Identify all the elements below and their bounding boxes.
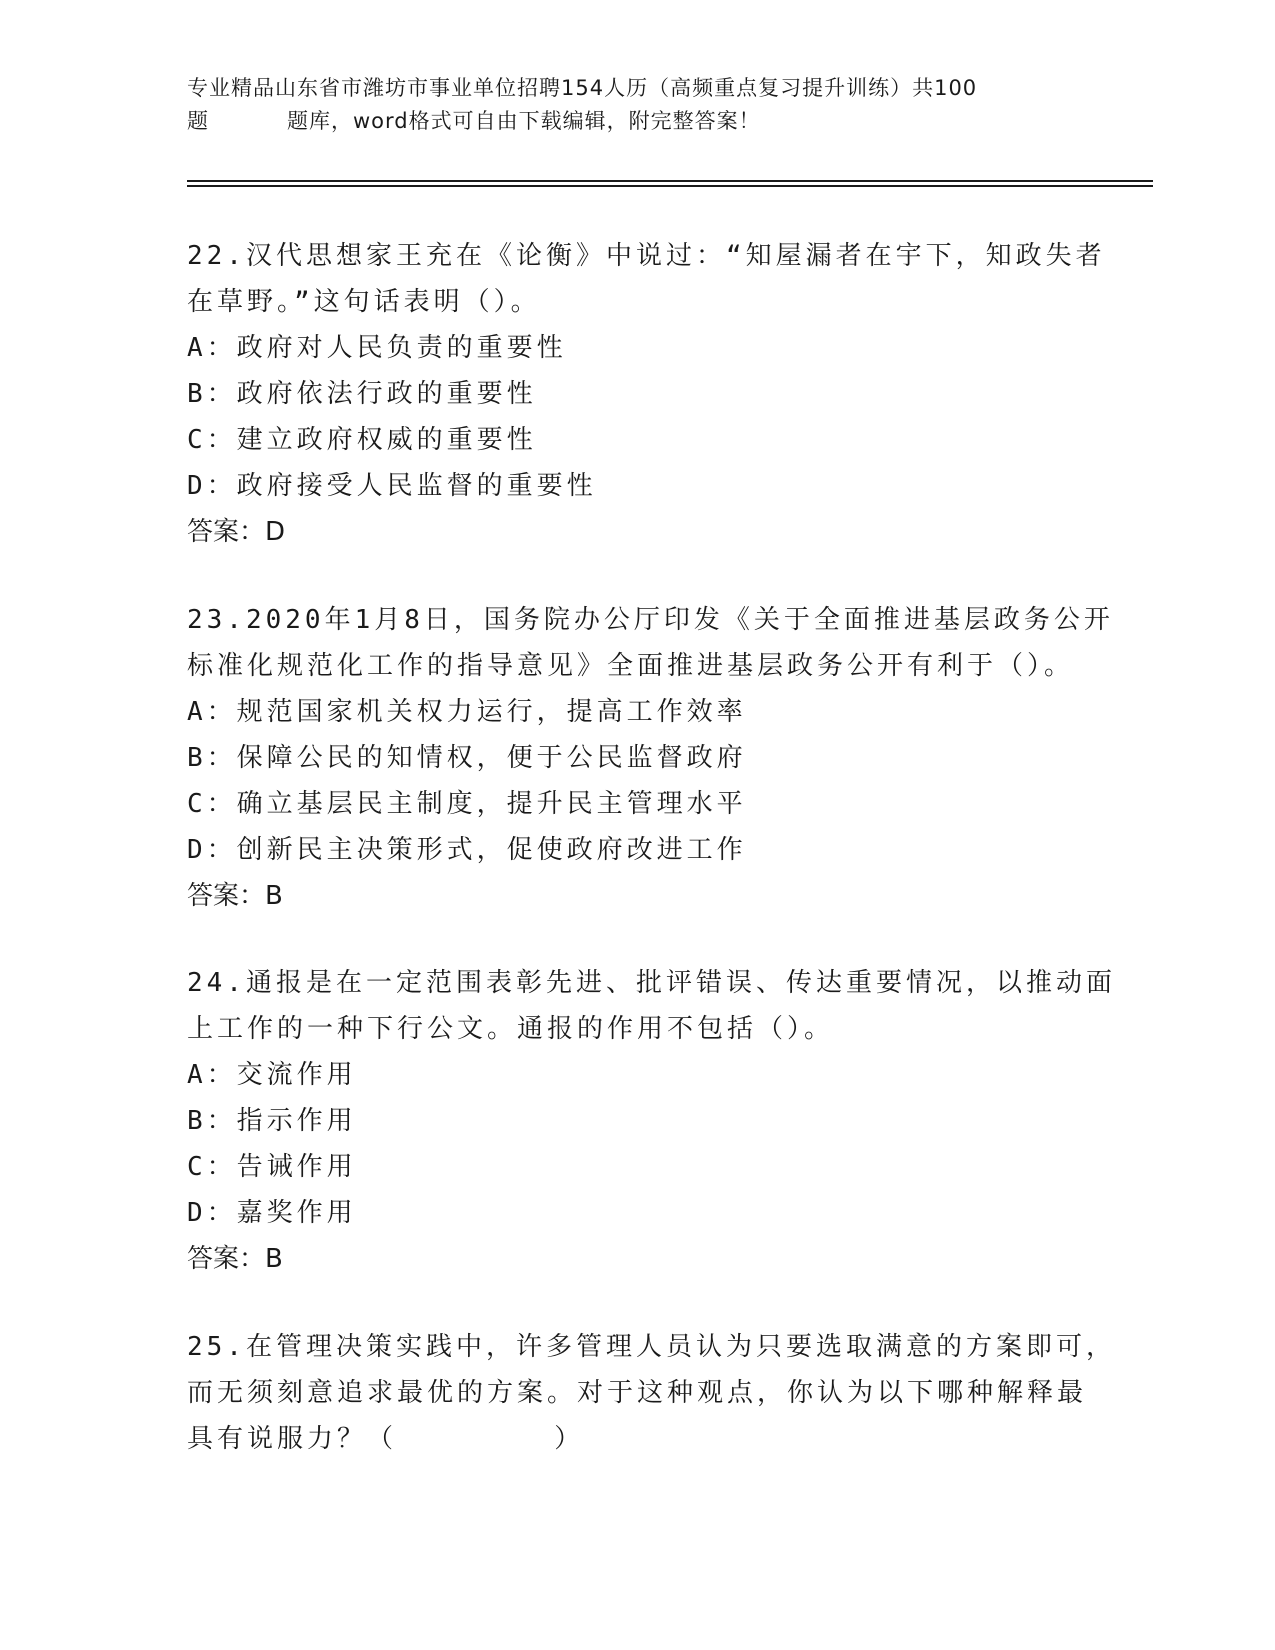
question-stem-line: 而无须刻意追求最优的方案。对于这种观点，你认为以下哪种解释最 <box>187 1378 1088 1408</box>
question-stem-line: 标准化规范化工作的指导意见》全面推进基层政务公开有利于（）。 <box>187 651 1075 681</box>
header-line-2 <box>187 105 1087 138</box>
answer: 答案：B <box>187 881 283 911</box>
answer: 答案：B <box>187 1244 283 1274</box>
question-stem-line: 在草野。”这句话表明（）。 <box>187 287 541 317</box>
option-c: C：确立基层民主制度，提升民主管理水平 <box>187 789 747 819</box>
option-a: A：交流作用 <box>187 1060 357 1090</box>
question-stem-line: 22.汉代思想家王充在《论衡》中说过：“知屋漏者在宇下，知政失者 <box>187 241 1106 271</box>
header-line-1: 专业精品山东省市潍坊市事业单位招聘154人历（高频重点复习提升训练）共100 <box>187 76 978 100</box>
header-divider-top <box>187 180 1153 182</box>
question-24 <box>187 960 1116 1282</box>
option-d: D：嘉奖作用 <box>187 1198 357 1228</box>
question-stem-line: 上工作的一种下行公文。通报的作用不包括（）。 <box>187 1014 835 1044</box>
header-line-2-text: 题库，word格式可自由下载编辑，附完整答案！ <box>287 109 761 133</box>
question-stem-line: 具有说服力？（ ） <box>187 1424 585 1454</box>
option-c: C：告诫作用 <box>187 1152 357 1182</box>
question-stem-line: 25.在管理决策实践中，许多管理人员认为只要选取满意的方案即可， <box>187 1332 1116 1362</box>
document-header <box>187 72 1087 138</box>
option-d: D：政府接受人民监督的重要性 <box>187 471 597 501</box>
question-stem-line: 23.2020年1月8日，国务院办公厅印发《关于全面推进基层政务公开 <box>187 605 1114 635</box>
option-b: B：政府依法行政的重要性 <box>187 379 537 409</box>
answer: 答案：D <box>187 517 286 547</box>
question-25 <box>187 1324 1116 1462</box>
question-23 <box>187 597 1114 919</box>
option-a: A：政府对人民负责的重要性 <box>187 333 567 363</box>
question-22 <box>187 233 1106 555</box>
option-b: B：指示作用 <box>187 1106 357 1136</box>
question-stem-line: 24.通报是在一定范围表彰先进、批评错误、传达重要情况，以推动面 <box>187 968 1116 998</box>
header-line-2-lead: 题 <box>187 109 209 133</box>
option-c: C：建立政府权威的重要性 <box>187 425 537 455</box>
option-d: D：创新民主决策形式，促使政府改进工作 <box>187 835 747 865</box>
option-b: B：保障公民的知情权，便于公民监督政府 <box>187 743 747 773</box>
header-divider-bottom <box>187 185 1153 187</box>
option-a: A：规范国家机关权力运行，提高工作效率 <box>187 697 747 727</box>
